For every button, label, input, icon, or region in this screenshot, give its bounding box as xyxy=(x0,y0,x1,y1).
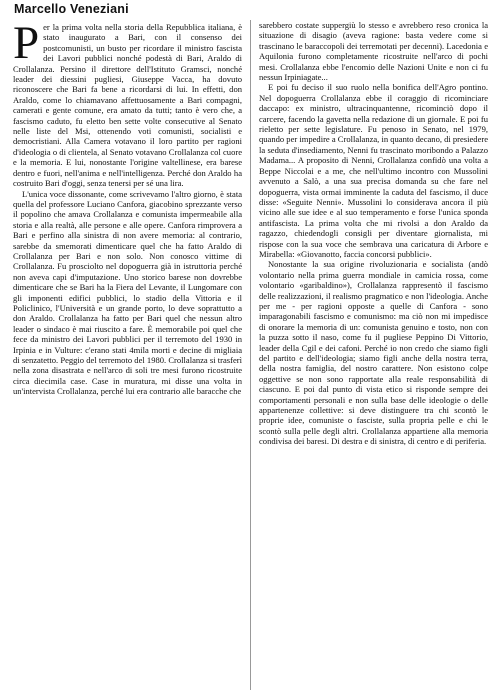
paragraph: E poi fu deciso il suo ruolo nella bonifica dell'Agro pontino. Nel dopoguerra Crollalanza ebbe il coraggio di ricominciare daccapo: ex ministro, ultracinquantenne, ricominciò dopo il carcere, facendo la gavetta nella redazione di un giornale. E poi fu rieletto per sette legislature. Fu penoso in Senato, nel 1979, quando per impedire a Crollalanza, in quanto decano, di presiedere la seduta d'insediamento, Nenni fu trascinato moribondo a Palazzo Madama... A proposito di Nenni, Crollalanza confidò una volta a Beppe Niccolai e a me, che nell'ultimo incontro con Mussolini avvenuto a Salò, a una sua precisa domanda su che fare nel dopoguerra, vista ormai imminente la caduta del fascismo, il duce disse: «Seguite Nenni». Mussolini lo considerava ancora il più vicino alle sue idee e al suo temperamento e forse l'unica sponda antifascista. La prima volta che mi rivolsi a don Araldo da ragazzo, chiedendogli consigli per diventare giornalista, mi rispose con la sua voce che sembrava una caricatura di Arbore e Mirabella: «Giovanotto, faccia concorsi pubblici». xyxy=(259,82,489,259)
right-column xyxy=(259,20,488,447)
paragraph: L'unica voce dissonante, come scrivevamo l'altro giorno, è stata quella del professore Luciano Canfora, giacobino sprezzante verso il popolino che amava Crollalanza e comunista impermeabile alla storia e alla realtà, alle persone e alle opere. Canfora rimprovera a Bari e perfino alla sinistra di non avere memoria: al contrario, sarebbe da smemorati dimenticare quel che ha fatto Araldo di Crollalanza per Bari e non solo. Non conosco vittime di Crollalanza. Fu prosciolto nel dopoguerra già in istruttoria perché non aveva capi d'imputazione. Uno storico barese non dovrebbe dimenticare che se Bari ha la Fiera del Levante, il Lungomare con gli imponenti edifici pubblici, lo stadio della Vittoria e il Policlinico, l'Università e un grande porto, lo deve soprattutto a don Araldo. Crollalanza ha fatto per Bari quel che nessun altro leader o sindaco è mai riuscito a fare. È memorabile poi quel che fece da ministro dei Lavori pubblici per il terremoto del 1930 in Irpinia e in Vulture: c'erano stati 4mila morti e decine di migliaia di senzatetto. Peggio del terremoto del 1980. Crollalanza si trasferì nella zona disastrata e nell'arco di soli tre mesi furono ricostruite circa diecimila case. Case in muratura, mi disse una volta in un'intervista Crollalanza, perché lui era contrario alle baracche che xyxy=(13,188,242,397)
left-column xyxy=(13,17,242,397)
article-byline: Marcello Veneziani xyxy=(14,2,129,16)
drop-cap: P xyxy=(13,17,40,69)
paragraph: Nonostante la sua origine rivoluzionaria e socialista (andò volontario nella prima guerra mondiale in camicia rossa, come volontario «garibaldino»), Crollalanza rappresentò il fascismo delle realizzazioni, il realismo pragmatico e non l'ideologia. Anche per me - per ragioni opposte a quelle di Canfora - sono imparagonabili fascismo e comunismo: ma ciò non mi impedisce di onorare la memoria di un: comunista genuino e tosto, non con la puzza sotto il naso, come fu il pugliese Peppino Di Vittorio, leader della Cgil e dei cafoni. Perché io non credo che siamo figli del partito e dell'ideologia; siamo figli anche della nostra terra, della nostra famiglia, del nostro carattere. Non esistono colpe oggettive se non sono rapportate alla reale responsabilità di ciascuno. E poi dal punto di vista etico si risponde sempre dei comportamenti personali e non sulla base delle ideologie o delle appartenenze collettive: si deve distinguere tra chi scontò le proprie idee, comuniste o fasciste, sulla propria pelle e chi le scontò sulla pelle degli altri. Crollalanza appartiene alla memoria condivisa dei baresi. Di destra e di sinistra, di centro e di periferia. xyxy=(259,259,488,447)
column-divider xyxy=(250,20,251,690)
paragraph-text: er la prima volta nella storia della Repubblica italiana, è stato inaugurato a Bari, con il consenso dei postcomunisti, un busto per ricordare il ministro fascista dei Lavori pubblici nonché podestà di Bari, Araldo di Crollalanza. Persino il direttore dell'Istituto Gramsci, nonché leader dei diessini pugliesi, Giuseppe Vacca, ha dovuto riconoscere che Bari fa bene a ricordarsi di lui. In effetti, don Araldo, come lo chiamavano affettuosamente a Bari compagni, camerati e gente comune, era amato da tutti; tanto è vero che, a fascismo caduto, fu eletto ben sette volte consecutive al Senato nelle liste del Msi, ottenendo voti comunisti, socialisti e democristiani. Alla Camera votavano il loro partito per ragioni d'ideologia o di clientela, al Senato votavano Crollalanza col cuore e la memoria. E lui, nonostante l'origine valtellinese, era barese dentro e fuori, nell'anima e nell'intelligenza. Perché don Araldo ha costruito Bari d'oggi, senza tenersi per sé una lira. xyxy=(13,22,242,189)
paragraph xyxy=(13,17,242,189)
paragraph: sarebbero costate suppergiù lo stesso e avrebbero reso cronica la situazione di disagio (aveva ragione: basta vedere come si trascinano le baraccopoli dei terremotati per decenni). Lacedonia e Aquilonia furono completamente ricostruite nell'arco di pochi mesi. Crollalanza ebbe l'encomio delle Nazioni Unite e non ci fu nessun Irpiniagate... xyxy=(259,20,488,83)
